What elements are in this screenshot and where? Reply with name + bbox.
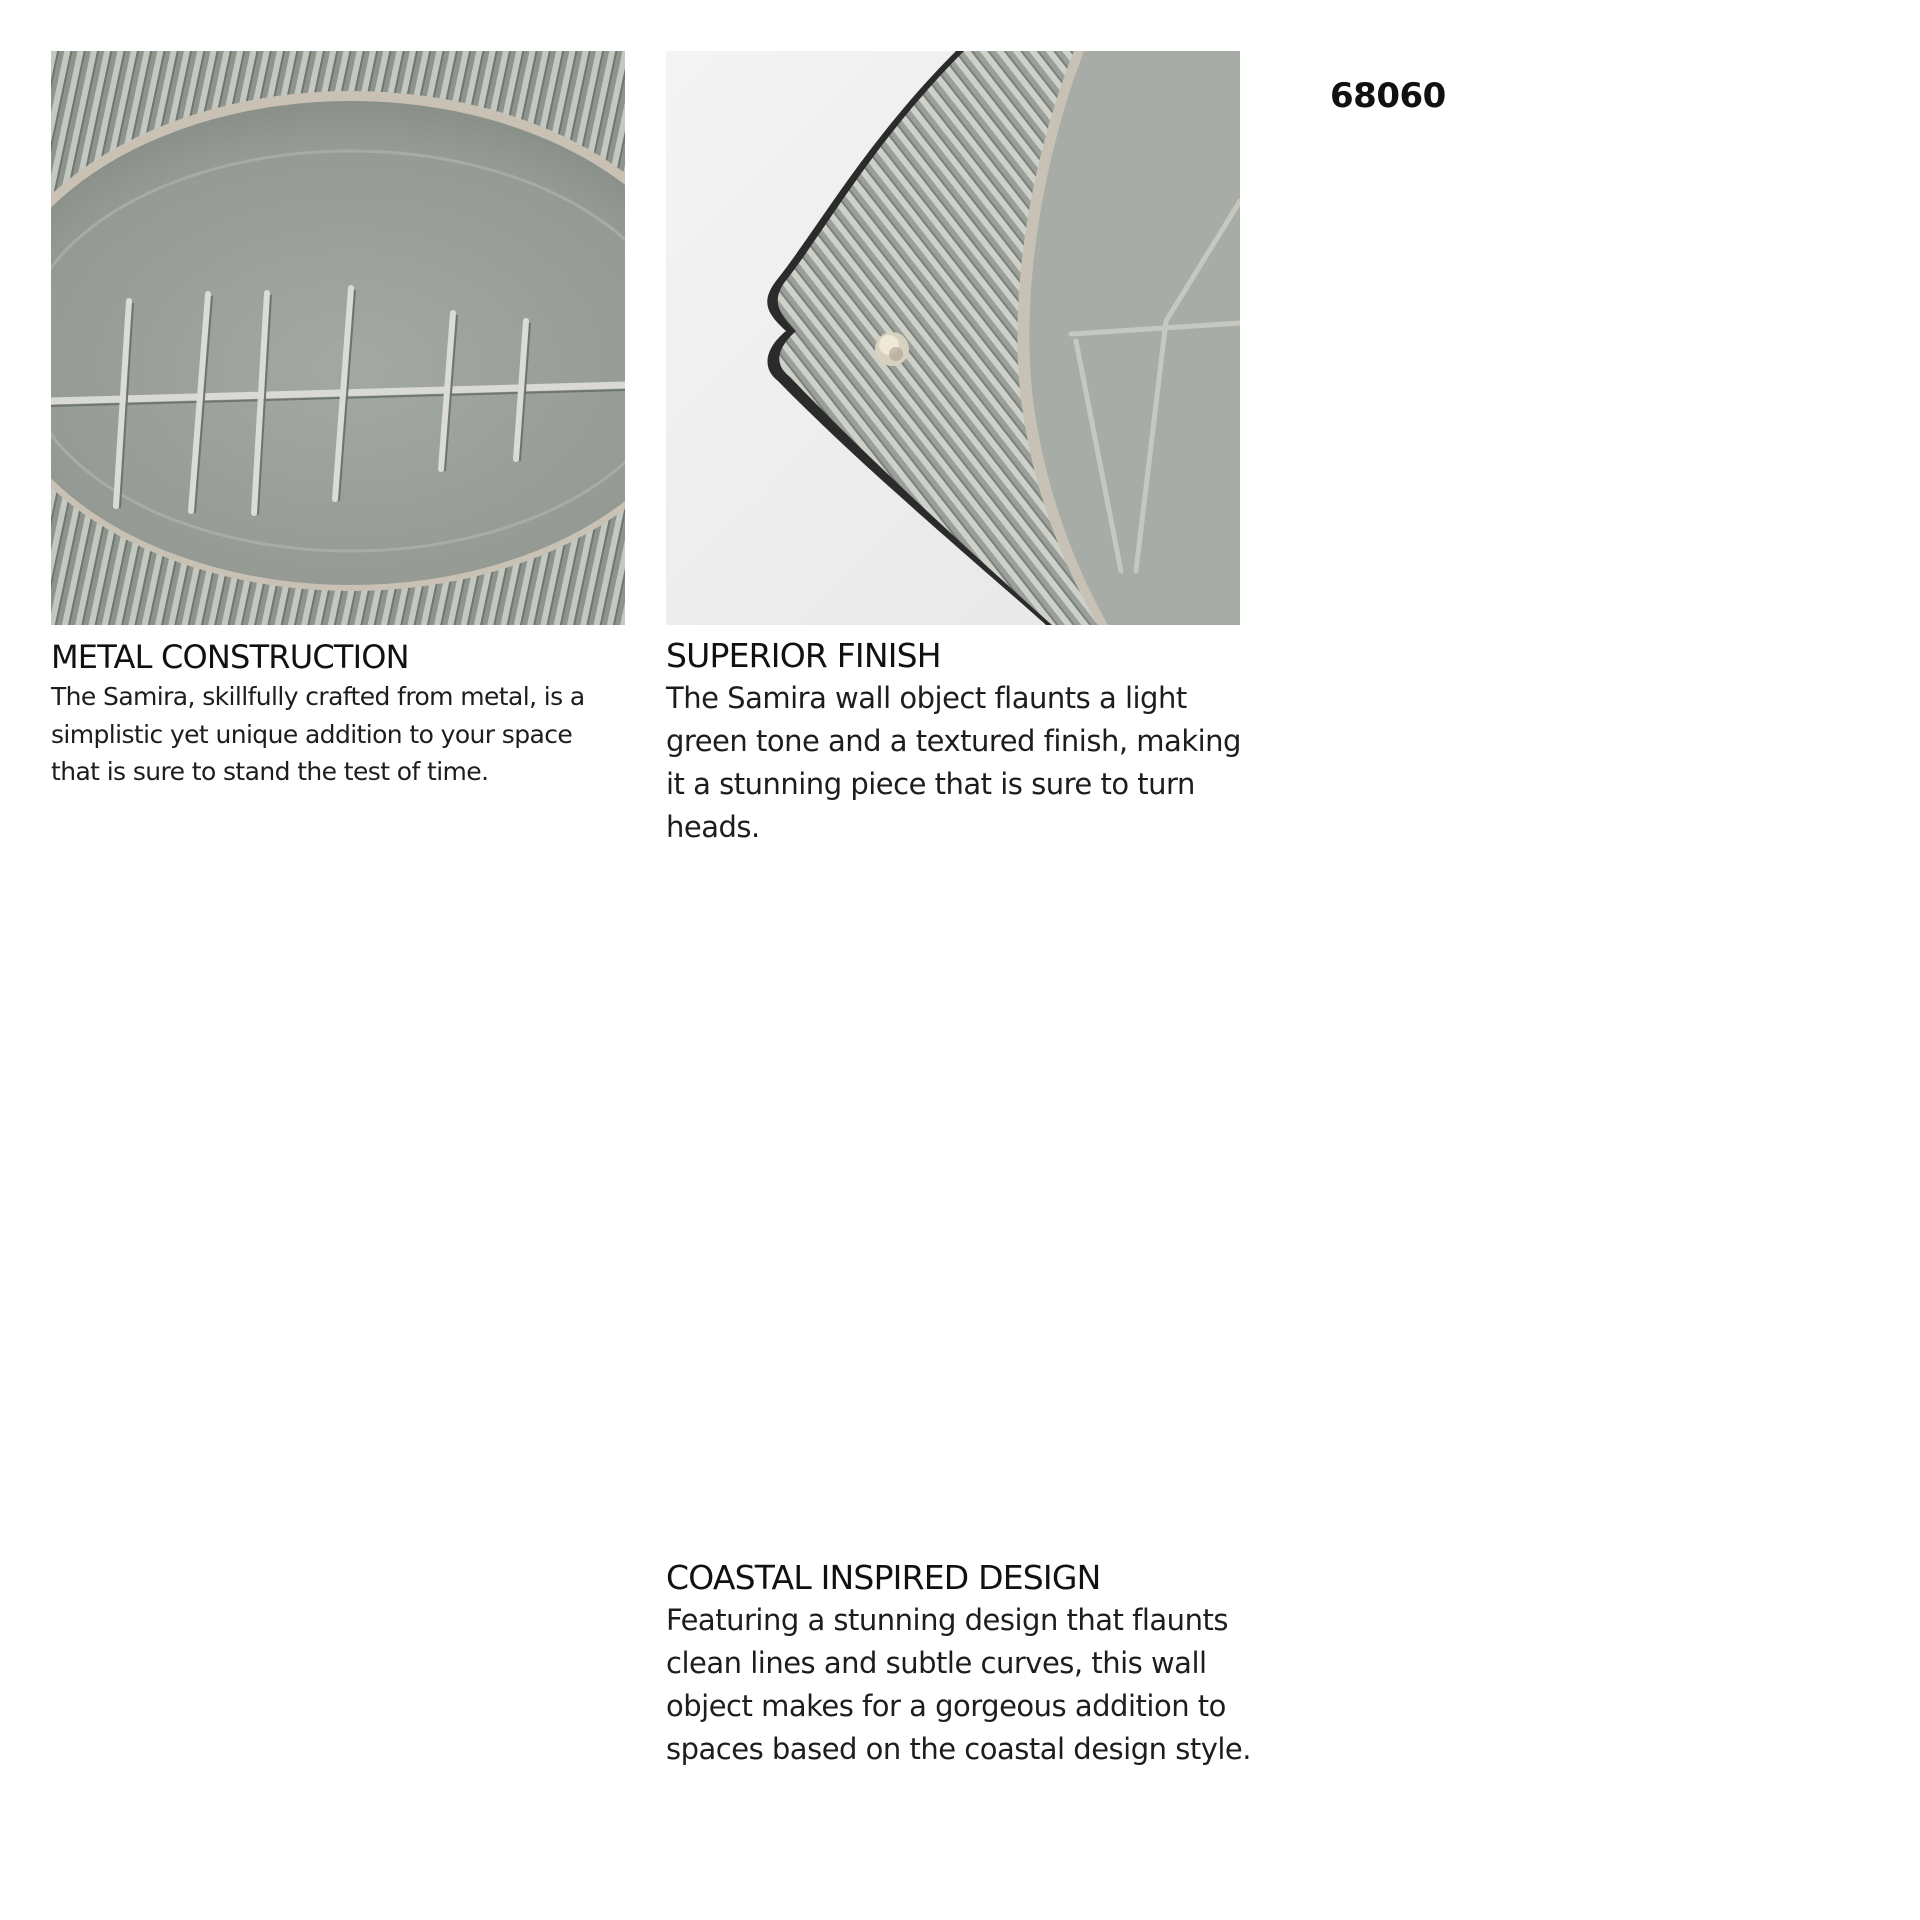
feature-title: COASTAL INSPIRED DESIGN: [666, 1558, 1101, 1597]
feature-description: The Samira, skillfully crafted from metal, is a simplistic yet unique addition to your space that is sure to stand the test of time.: [51, 682, 585, 786]
product-photo-head: [666, 51, 1240, 625]
feature-block-coastal-design: [666, 1558, 1256, 1771]
fish-head-closeup-image: [666, 51, 1240, 625]
fish-body-closeup-image: [51, 51, 625, 625]
product-sku: 68060: [1330, 76, 1446, 116]
feature-title: SUPERIOR FINISH: [666, 636, 941, 675]
feature-block-superior-finish: [666, 636, 1246, 849]
product-photo-body: [51, 51, 625, 625]
feature-title: METAL CONSTRUCTION: [51, 638, 409, 676]
feature-description: The Samira wall object flaunts a light green tone and a textured finish, making it a stunning piece that is sure to turn heads.: [666, 681, 1241, 844]
feature-description: Featuring a stunning design that flaunts clean lines and subtle curves, this wall object makes for a gorgeous addition to spaces based on the coastal design style.: [666, 1603, 1251, 1766]
feature-block-metal-construction: [51, 638, 611, 791]
